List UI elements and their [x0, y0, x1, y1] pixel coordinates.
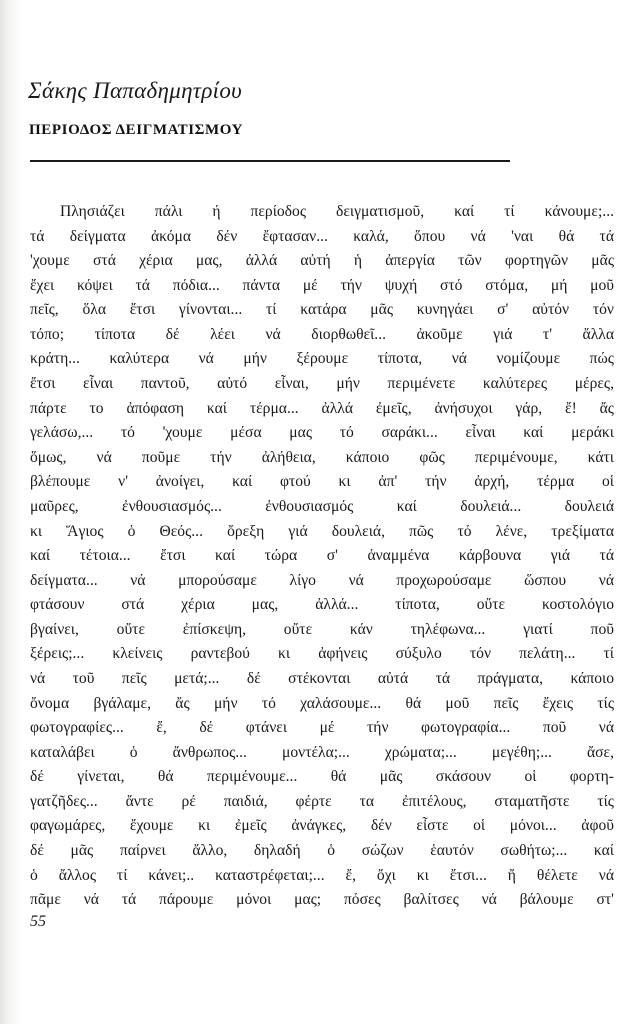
text-line: ἔτσι εἶναι παντοῦ, αὐτό εἶναι, μήν περιμένετε καλύτερες μέρες,: [30, 375, 614, 393]
text-line: δέ γίνεται, θά περιμένουμε... θά μᾶς σκάσουν οἱ φορτη-: [30, 768, 614, 786]
text-line: πᾶμε νά τά πάρουμε μόνοι μας; πόσες βαλίτσες νά βάλουμε στ': [30, 891, 614, 909]
text-line: Πλησιάζει πάλι ή περίοδος δειγματισμοῦ, καί τί κάνουμε;...: [60, 203, 614, 220]
text-line: δέ μᾶς παίρνει ἄλλο, δηλαδή ὁ σώζων ἑαυτόν σωθήτω;... καί: [30, 842, 614, 860]
text-line: ὁ ἄλλος τί κάνει;.. καταστρέφεται;... ἔ, ὄχι κι ἔτσι... ἤ θέλετε νά: [30, 866, 614, 884]
body-text: [30, 200, 614, 913]
text-line: ξέρεις;... κλείνεις ραντεβού κι ἀφήνεις σύξυλο τόν πελάτη... τί: [30, 645, 614, 663]
text-line: τόπο; τίποτα δέ λέει νά διορθωθεῖ... ἀκοῦμε γιά τ' ἄλλα: [30, 325, 614, 343]
text-line: δείγματα... νά μπορούσαμε λίγο νά προχωρούσαμε ὥσπου νά: [30, 571, 614, 589]
text-line: καταλάβει ὁ ἄνθρωπος... μοντέλα;... χρώματα;... μεγέθη;... ἄσε,: [30, 743, 614, 761]
text-line: γατζῆδες... ἄντε ρέ παιδιά, φέρτε τα ἐπιτέλους, σταματῆστε τίς: [30, 792, 614, 810]
text-line: νά τοῦ πεῖς μετά;... δέ στέκονται αὐτά τά πράγματα, κάποιο: [30, 669, 614, 687]
text-line: βλέπουμε ν' ἀνοίγει, καί φτού κι ἀπ' τήν ἀρχή, τέρμα οἱ: [30, 473, 614, 491]
text-line: γελάσω,... τό 'χουμε μέσα μας τό σαράκι... εἶναι καί μεράκι: [30, 424, 614, 442]
text-line: πεῖς, ὅλα ἔτσι γίνονται... τί κατάρα μᾶς κυνηγάει σ' αὐτόν τόν: [30, 301, 614, 319]
author-name: Σάκης Παπαδημητρίου: [28, 78, 243, 103]
text-line: τά δείγματα ἀκόμα δέν ἔφτασαν... καλά, ὅπου νά 'ναι θά τά: [30, 227, 614, 245]
text-line: βγαίνει, οὔτε ἐπίσκεψη, οὔτε κάν τηλέφωνα... γιατί ποῦ: [30, 620, 614, 638]
text-line: ὅμως, νά ποῦμε τήν ἀλήθεια, κάποιο φῶς περιμένουμε, κάτι: [30, 448, 614, 466]
text-line: ὄνομα βγάλαμε, ἄς μήν τό χαλάσουμε... θά μοῦ πεῖς ἔχεις τίς: [30, 694, 614, 712]
chapter-title: ΠΕΡΙΟΔΟΣ ΔΕΙΓΜΑΤΙΣΜΟΥ: [29, 122, 244, 138]
text-line: κι Ἅγιος ὁ Θεός... ὄρεξη γιά δουλειά, πῶς τό λένε, τρεξίματα: [30, 522, 614, 540]
text-line: φωτογραφίες... ἔ, δέ φτάνει μέ τήν φωτογραφία... ποῦ νά: [30, 719, 614, 737]
text-line: κράτη... καλύτερα νά μήν ξέρουμε τίποτα, νά νομίζουμε πώς: [30, 350, 614, 368]
text-line: ἔχει κόψει τά πόδια... πάντα μέ τήν ψυχή στό στόμα, μή μοῦ: [30, 276, 614, 294]
text-line: πάρτε το ἀπόφαση καί τέρμα... ἀλλά ἐμεῖς, ἀνήσυχοι γάρ, ἔ! ἄς: [30, 399, 614, 417]
text-line: καί τέτοια... ἔτσι καί τώρα σ' ἀναμμένα κάρβουνα γιά τά: [30, 547, 614, 565]
page-number: 55: [30, 913, 46, 930]
title-divider: [30, 160, 510, 162]
text-line: μαῦρες, ἐνθουσιασμός... ἐνθουσιασμός καί δουλειά... δουλειά: [30, 497, 614, 515]
text-line: φτάσουν στά χέρια μας, ἀλλά... τίποτα, οὔτε κοστολόγιο: [30, 596, 614, 614]
text-line: φαγωμάρες, ἔχουμε κι ἐμεῖς ἀνάγκες, δέν εἶστε οἱ μόνοι... ἀφοῦ: [30, 817, 614, 835]
text-line: 'χουμε στά χέρια μας, ἀλλά αὐτή ἡ ἀπεργία τῶν φορτηγῶν μᾶς: [30, 252, 614, 270]
